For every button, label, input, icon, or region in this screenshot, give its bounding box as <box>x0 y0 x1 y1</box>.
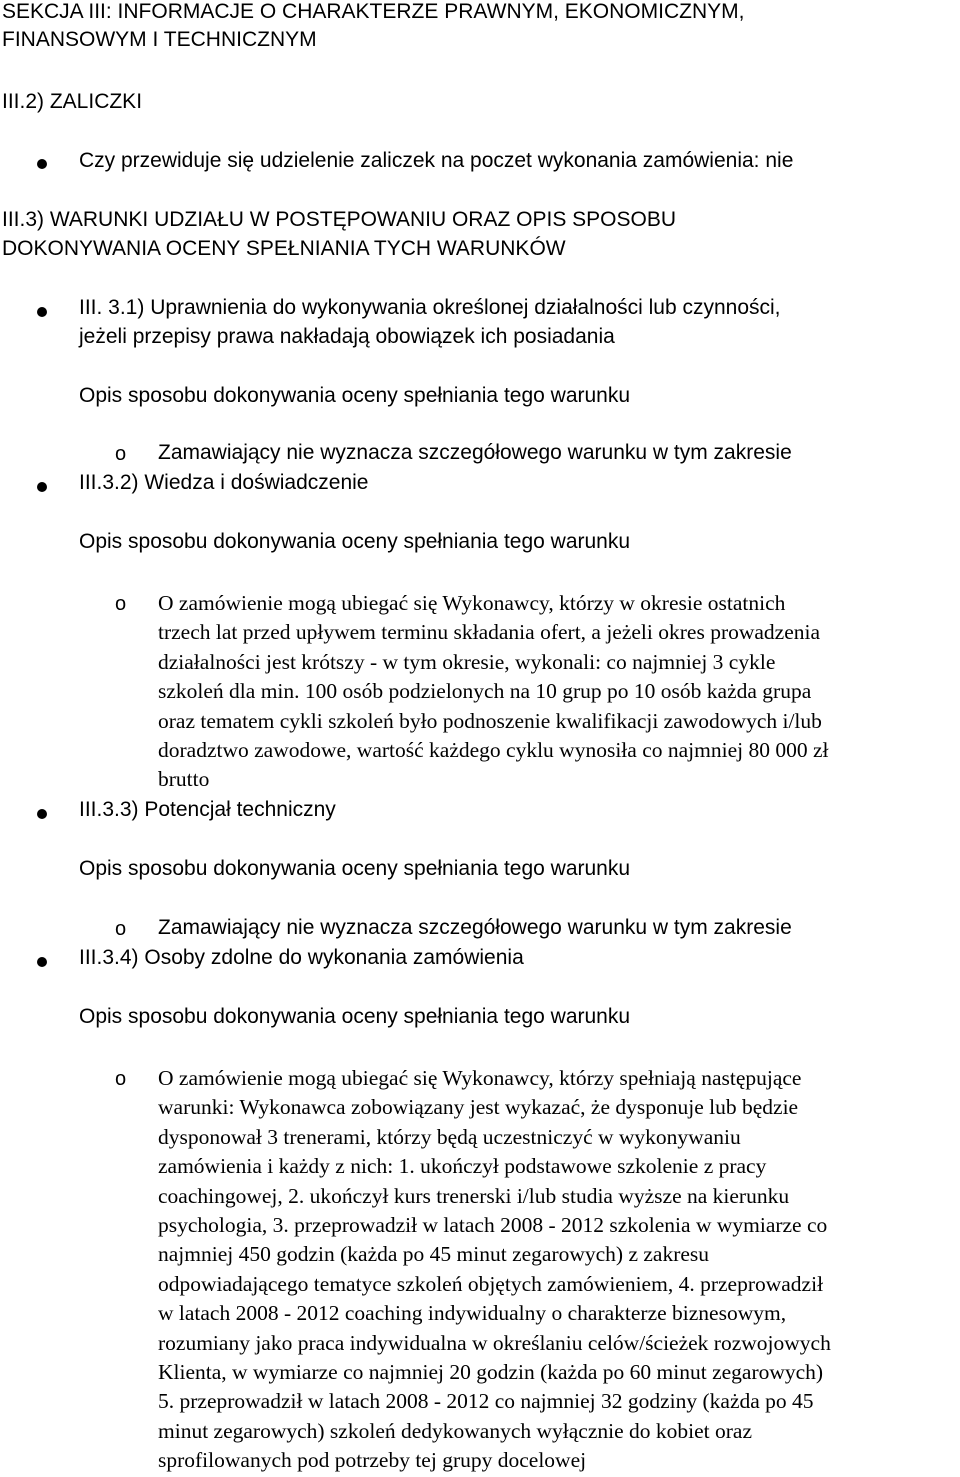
item-3-description: Zamawiający nie wyznacza szczegółowego warunku w tym zakresie <box>158 916 792 939</box>
item-4-description <box>158 1064 958 1476</box>
bullet-disc <box>37 159 47 169</box>
section-title-line1: SEKCJA III: INFORMACJE O CHARAKTERZE PRAWNYM, EKONOMICZNYM, <box>2 0 745 23</box>
description-line: zamówienia i każdy z nich: 1. ukończył podstawowe szkolenie z pracy <box>158 1154 767 1179</box>
bullet-disc <box>37 957 47 967</box>
description-line: w latach 2008 - 2012 coaching indywidualny o charakterze biznesowym, <box>158 1301 787 1326</box>
item-4-circle-bullet: o <box>115 1068 127 1090</box>
description-line: O zamówienie mogą ubiegać się Wykonawcy, którzy spełniają następujące <box>158 1066 802 1090</box>
description-line: O zamówienie mogą ubiegać się Wykonawcy, którzy w okresie ostatnich <box>158 591 786 615</box>
description-line: dysponował 3 trenerami, którzy będą uczestniczyć w wykonywaniu <box>158 1124 741 1149</box>
item-1-circle-bullet: o <box>115 443 127 465</box>
description-line: psychologia, 3. przeprowadził w latach 2008 - 2012 szkolenia w wymiarze co <box>158 1213 828 1238</box>
zaliczki-heading: III.2) ZALICZKI <box>2 90 143 113</box>
zaliczki-question: Czy przewiduje się udzielenie zaliczek na poczet wykonania zamówienia: <box>79 149 760 172</box>
item-3-title: III.3.3) Potencjał techniczny <box>79 798 336 821</box>
bullet-disc <box>37 482 47 492</box>
item-2-description <box>158 589 958 795</box>
zaliczki-question-line <box>79 149 793 173</box>
item-2-opis-label: Opis sposobu dokonywania oceny spełniania tego warunku <box>79 530 631 553</box>
description-line: minut zegarowych) szkoleń dedykowanych wyłącznie do kobiet oraz <box>158 1418 753 1443</box>
item-3-circle-bullet: o <box>115 918 127 940</box>
description-line: odpowiadającego tematyce szkoleń objętych zamówieniem, 4. przeprowadził <box>158 1271 824 1296</box>
description-line: brutto <box>158 767 210 792</box>
description-line: warunki: Wykonawca zobowiązany jest wykazać, że dysponuje lub będzie <box>158 1095 799 1120</box>
description-line: szkoleń dla min. 100 osób podzielonych na 10 grup po 10 osób każda grupa <box>158 679 812 704</box>
description-line: doradztwo zawodowe, wartość każdego cyklu wynosiła co najmniej 80 000 zł <box>158 738 829 763</box>
warunki-heading-line1: III.3) WARUNKI UDZIAŁU W POSTĘPOWANIU ORAZ OPIS SPOSOBU <box>2 208 677 231</box>
item-1-description: Zamawiający nie wyznacza szczegółowego warunku w tym zakresie <box>158 441 792 464</box>
item-4-opis-label: Opis sposobu dokonywania oceny spełniania tego warunku <box>79 1005 631 1028</box>
description-line: Klienta, w wymiarze co najmniej 20 godzin (każda po 60 minut zegarowych) <box>158 1360 824 1385</box>
description-line: 5. przeprowadził w latach 2008 - 2012 co najmniej 32 godziny (każda po 45 <box>158 1389 814 1414</box>
zaliczki-answer: nie <box>765 149 794 172</box>
bullet-disc <box>37 809 47 819</box>
item-2-circle-bullet: o <box>115 593 127 615</box>
description-line: najmniej 450 godzin (każda po 45 minut zegarowych) z zakresu <box>158 1242 710 1267</box>
item-4-title: III.3.4) Osoby zdolne do wykonania zamówienia <box>79 946 524 969</box>
bullet-disc <box>37 307 47 317</box>
warunki-heading-line2: DOKONYWANIA OCENY SPEŁNIANIA TYCH WARUNKÓW <box>2 237 566 260</box>
item-2-title: III.3.2) Wiedza i doświadczenie <box>79 471 369 494</box>
description-line: coachingowej, 2. ukończył kurs trenerski i/lub studia wyższe na kierunku <box>158 1183 790 1208</box>
description-line: oraz tematem cykli szkoleń było podnoszenie kwalifikacji zawodowych i/lub <box>158 708 822 733</box>
description-line: trzech lat przed upływem terminu składania ofert, a jeżeli okres prowadzenia <box>158 620 821 645</box>
item-1-title-line2: jeżeli przepisy prawa nakładają obowiązek ich posiadania <box>79 325 615 348</box>
description-line: działalności jest krótszy - w tym okresie, wykonali: co najmniej 3 cykle <box>158 649 776 674</box>
item-1-title-line1: III. 3.1) Uprawnienia do wykonywania określonej działalności lub czynności, <box>79 296 781 319</box>
description-line: rozumiany jako praca indywidualna w określaniu celów/ścieżek rozwojowych <box>158 1330 831 1355</box>
section-title-line2: FINANSOWYM I TECHNICZNYM <box>2 28 317 51</box>
item-1-opis-label: Opis sposobu dokonywania oceny spełniania tego warunku <box>79 384 631 407</box>
item-3-opis-label: Opis sposobu dokonywania oceny spełniania tego warunku <box>79 857 631 880</box>
description-line: sprofilowanych pod potrzeby tej grupy docelowej <box>158 1448 587 1473</box>
